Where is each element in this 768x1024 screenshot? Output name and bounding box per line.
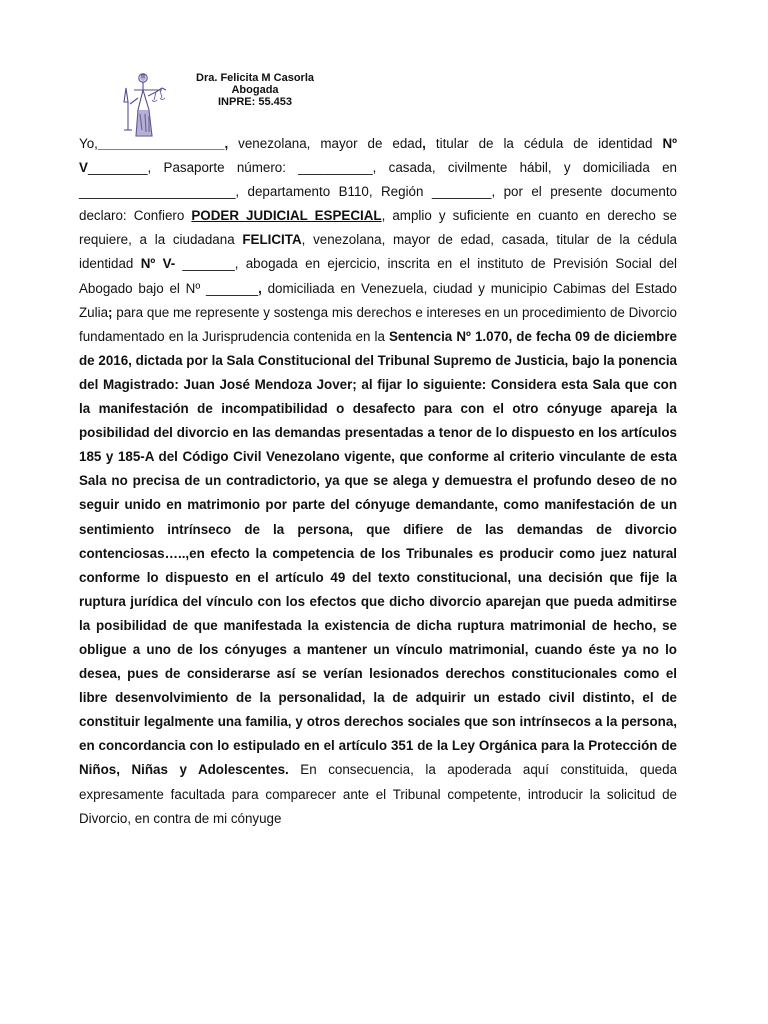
letterhead	[170, 72, 340, 108]
text-segment: Yo,	[79, 136, 98, 151]
text-segment: ,	[258, 280, 262, 296]
poder-judicial-heading: PODER JUDICIAL ESPECIAL	[191, 208, 382, 224]
text-segment: En consecuencia, la apoderada aquí constituida, queda expresamente facultada para comparecer ante el Tribunal competente, introducir la solicitud de Divorcio, en contra de mi cónyuge	[79, 762, 677, 826]
text-segment: Nº V	[79, 136, 677, 176]
attorney-name: Dra. Felicita M Casorla	[196, 72, 314, 84]
text-segment: ________,	[87, 160, 152, 176]
text-segment: ;	[108, 304, 113, 320]
text-segment: venezolana, mayor de edad	[228, 136, 423, 151]
jurisprudence-citation: Sentencia Nº 1.070, de fecha 09 de diciembre de 2016, dictada por la Sala Constitucional del Tribunal Supremo de Justicia, bajo la ponencia del Magistrado: Juan José Mendoza Jover; al fijar lo siguiente: Considera esta Sala que con la manifestación de incompatibilidad o desafecto para con el otro cónyuge apareja la posibilidad del divorcio en las demandas presentadas a tenor de lo dispuesto en los artículos 185 y 185-A del Código Civil Venezolano vigente, que conforme al criterio vinculante de esta Sala no precisa de un contradictorio, ya que se alega y demuestra el profundo deseo de no seguir unido en matrimonio por parte del cónyuge demandante, como manifestación de un sentimiento intrínseco de la persona, que difiere de las demandas de divorcio contenciosas…..,en efecto la competencia de los Tribunales es producir como juez natural conforme lo dispuesto en el artículo 49 del texto constitucional, una decisión que fije la ruptura jurídica del vínculo con los efectos que dicho divorcio aparejan que pueda admitirse la posibilidad de que manifestada la existencia de dicha ruptura matrimonial de hecho, se obligue a uno de los cónyuges a mantener un vínculo matrimonial, cuando éste ya no lo desea, pues de considerarse así se verían lesionados derechos constitucionales como el libre desenvolvimiento de la personalidad, la de adquirir un estado civil distinto, el de constituir legalmente una familia, y otros derechos sociales que son intrínsecos a la persona, en concordancia con lo estipulado en el artículo 351 de la Ley Orgánica para la Protección de Niños, Niñas y Adolescentes.	[79, 328, 677, 778]
text-segment: Nº V-	[140, 256, 176, 272]
power-of-attorney-text	[79, 132, 677, 831]
text-segment: domiciliada en Venezuela, ciudad y municipio Cabimas del Estado Zulia	[79, 280, 677, 320]
text-segment: _______, abogada en ejercicio, inscrita en el instituto de Previsión Social del Abogado bajo el Nº _______	[79, 256, 678, 296]
text-segment: _________________,	[97, 136, 229, 151]
text-segment: titular de la cédula de identidad	[425, 136, 663, 151]
text-segment: , venezolana, mayor de edad, casada, titular de la cédula identidad	[79, 232, 678, 272]
attorney-title: Abogada	[231, 84, 279, 96]
text-segment: , amplio y suficiente en cuanto en derecho se requiere, a la ciudadana	[79, 208, 677, 248]
inpre-number: INPRE: 55.453	[218, 96, 292, 108]
lady-justice-logo	[116, 70, 174, 138]
text-segment: para que me represente y sostenga mis derechos e intereses en un procedimiento de Divorcio fundamentado en la Jurisprudencia contenida en la	[79, 304, 677, 344]
text-segment: ,	[422, 136, 426, 151]
text-segment: Pasaporte número: __________, casada, civilmente hábil, y domiciliada en _____________________, departamento B110, Región ________, por el presente documento declaro: Confiero	[79, 160, 677, 224]
attorney-first-name: FELICITA	[242, 232, 302, 248]
